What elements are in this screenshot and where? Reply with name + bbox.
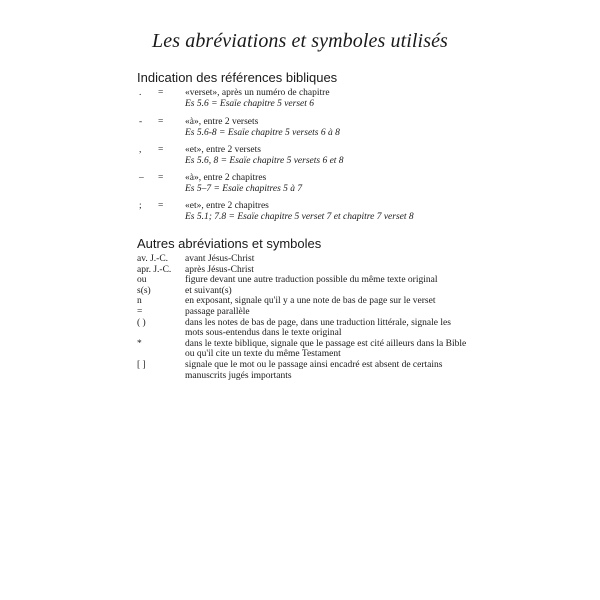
reference-symbol: - xyxy=(139,117,143,127)
reference-description: «à», entre 2 versets xyxy=(185,117,259,127)
reference-symbol: . xyxy=(139,88,142,98)
abbreviation-row xyxy=(137,265,467,276)
reference-example: Es 5–7 = Esaïe chapitres 5 à 7 xyxy=(185,184,303,194)
abbreviation-term: ( ) xyxy=(137,317,146,328)
equals-sign: = xyxy=(158,117,164,127)
page-title: Les abréviations et symboles utilisés xyxy=(152,30,448,52)
abbreviation-term: s(s) xyxy=(137,285,151,296)
abbreviation-definition: et suivant(s) xyxy=(185,285,232,296)
abbreviation-row xyxy=(137,339,467,360)
equals-sign: = xyxy=(158,145,164,155)
equals-sign: = xyxy=(158,201,164,211)
abbreviation-row xyxy=(137,275,467,286)
reference-example: Es 5.6-8 = Esaïe chapitre 5 versets 6 à 8 xyxy=(185,128,340,138)
abbreviation-row xyxy=(137,360,467,381)
equals-sign: = xyxy=(158,173,164,183)
abbreviation-definition: avant Jésus-Christ xyxy=(185,254,255,264)
abbreviation-row xyxy=(137,296,467,307)
abbreviation-row xyxy=(137,318,467,339)
reference-description: «à», entre 2 chapitres xyxy=(185,173,267,183)
reference-symbol: ; xyxy=(139,201,142,211)
equals-sign: = xyxy=(158,88,164,98)
abbreviation-term: apr. J.-C. xyxy=(137,264,172,275)
reference-symbol: , xyxy=(139,145,142,155)
abbreviation-list xyxy=(137,254,467,381)
abbreviation-term: av. J.-C. xyxy=(137,254,169,264)
abbreviation-definition: signale que le mot ou le passage ainsi encadré est absent de certains manuscrits jugés importants xyxy=(185,359,443,381)
abbreviation-definition: en exposant, signale qu'il y a une note de bas de page sur le verset xyxy=(185,296,436,307)
reference-example: Es 5.6, 8 = Esaïe chapitre 5 versets 6 et 8 xyxy=(185,156,344,166)
abbreviation-term: [ ] xyxy=(137,359,146,370)
abbreviation-row xyxy=(137,254,467,265)
section-heading-other-abbreviations: Autres abréviations et symboles xyxy=(137,236,322,251)
abbreviation-term: ou xyxy=(137,275,147,286)
abbreviation-definition: passage parallèle xyxy=(185,306,250,317)
abbreviation-term: = xyxy=(137,306,143,317)
abbreviation-definition: après Jésus-Christ xyxy=(185,264,254,275)
reference-description: «et», entre 2 versets xyxy=(185,145,261,155)
reference-symbol: – xyxy=(139,173,144,183)
abbreviation-definition: figure devant une autre traduction possible du même texte original xyxy=(185,275,438,286)
reference-description: «verset», après un numéro de chapitre xyxy=(185,88,330,98)
abbreviation-term: * xyxy=(137,338,142,349)
reference-example: Es 5.6 = Esaïe chapitre 5 verset 6 xyxy=(185,99,315,109)
section-heading-biblical-references: Indication des références bibliques xyxy=(137,70,338,85)
reference-example: Es 5.1; 7.8 = Esaïe chapitre 5 verset 7 et chapitre 7 verset 8 xyxy=(185,212,414,222)
abbreviation-row xyxy=(137,307,467,318)
abbreviation-definition: dans le texte biblique, signale que le passage est cité ailleurs dans la Bible ou qu'il cite un texte du même Testament xyxy=(185,338,467,360)
abbreviation-term: n xyxy=(137,296,142,307)
abbreviation-definition: dans les notes de bas de page, dans une traduction littérale, signale les mots sous-entendus dans le texte original xyxy=(185,317,451,339)
abbreviation-row xyxy=(137,286,467,297)
reference-description: «et», entre 2 chapitres xyxy=(185,201,269,211)
